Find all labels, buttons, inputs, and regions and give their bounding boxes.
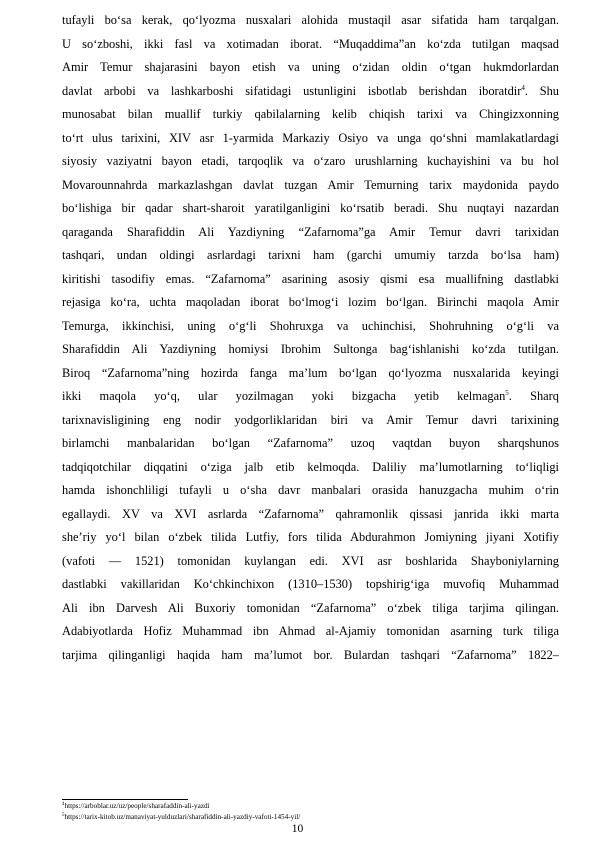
text-line-main: davlat arbobi va lashkarboshi sifatidagi ustunligini isbotlab berishdan iboratdir [62,83,522,98]
body-text [62,9,559,667]
footnote [62,801,559,812]
text-line: Adabiyotlarda Hofiz Muhammad ibn Ahmad al-Ajamiy tomonidan asarning turk tiliga [62,624,559,638]
text-line: birlamchi manbalaridan boʻlgan “Zafarnoma” uzoq vaqtdan buyon sharqshunos [62,436,559,450]
text-line: Movarounnahrda markazlashgan davlat tuzgan Amir Temurning tarix maydonida paydo [62,177,559,192]
footnote-ref[interactable]: 5 [505,389,509,397]
text-line: Sharafiddin Ali Yazdiyning homiysi Ibrohim Sultonga bagʻishlanishi koʻzda tutilgan. [62,342,559,356]
footnote-number: 5 [62,813,65,818]
text-line: tufayli boʻsa kerak, qoʻlyozma nusxalari alohida mustaqil asar sifatida ham tarqalgan. [62,13,559,27]
text-line-main: ikki maqola yoʻq, ular yozilmagan yoki bizgacha yetib kelmagan [62,389,506,403]
text-line-tail: . Shu [524,83,559,98]
text-line [62,385,559,409]
page-number: 10 [291,823,304,835]
text-line-tail: . Sharq [508,389,559,403]
text-line [62,80,559,104]
text-line: sheʼriy yoʻl bilan oʻzbek tilida Lutfiy, fors tilida Abdurahmon Jomiyning jiyani Xotifiy [62,530,559,544]
text-line: qaraganda Sharafiddin Ali Yazdiyning “Zafarnoma”ga Amir Temur davri tarixidan [62,224,559,239]
footnote-ref[interactable]: 4 [521,83,525,92]
text-line: U soʻzboshi, ikki fasl va xotimadan iborat. “Muqaddima”an koʻzda tutilgan maqsad [62,36,559,51]
text-line: toʻrt ulus tarixini, XIV asr 1-yarmida Markaziy Osiyo va unga qoʻshni mamlakatlardagi [62,130,559,145]
text-line: tarixnavisligining eng nodir yodgorliklaridan biri va Amir Temur davri tarixining [62,412,559,427]
footnote-number: 4 [62,802,65,807]
text-line: rejasiga koʻra, uchta maqoladan iborat boʻlmogʻi lozim boʻlgan. Birinchi maqola Amir [62,295,559,309]
text-line: tarjima qilinganligi haqida ham maʼlumot bor. Bulardan tashqari “Zafarnoma” 1822– [62,647,559,662]
text-line: boʻlishiga bir qadar shart-sharoit yaratilganligini koʻrsatib beradi. Shu nuqtayi nazardan [62,201,559,215]
text-line: Ali ibn Darvesh Ali Buxoriy tomonidan “Zafarnoma” oʻzbek tiliga tarjima qilingan. [62,600,559,615]
footnote-link[interactable]: https://arboblar.uz/uz/people/sharafaddin-ali-yazdi [64,802,210,810]
text-line: Amir Temur shajarasini bayon etish va uning oʻzidan oldin oʻtgan hukmdorlardan [62,60,559,74]
text-line: (vafoti — 1521) tomonidan kuylangan edi. XVI asr boshlarida Shayboniylarning [62,553,559,568]
text-line: Biroq “Zafarnoma”ning hozirda fanga maʼlum boʻlgan qoʻlyozma nusxalarida keyingi [62,365,559,380]
text-line: hamda ishonchliligi tufayli u oʻsha davr manbalari orasida hanuzgacha muhim oʻrin [62,483,559,497]
footnotes [62,801,559,823]
footnote-separator [62,799,188,800]
text-line: tadqiqotchilar diqqatini oʻziga jalb etib kelmoqda. Daliliy maʼlumotlarning toʻliqligi [62,459,559,474]
text-line: Temurga, ikkinchisi, uning oʻgʻli Shohruxga va uchinchisi, Shohruhning oʻgʻli va [62,318,559,333]
text-line: munosabat bilan muallif turkiy qabilalarning kelib chiqish tarixi va Chingizxonning [62,107,559,121]
text-line: tashqari, undan oldingi asrlardagi tarixni ham (garchi umumiy tarzda boʻlsa ham) [62,248,559,262]
text-line: egallaydi. XV va XVI asrlarda “Zafarnoma” qahramonlik qissasi janrida ikki marta [62,506,559,521]
text-line: siyosiy vaziyatni bayon etadi, tarqoqlik va oʻzaro urushlarning kuchayishini va bu hol [62,154,559,168]
text-line: dastlabki vakillaridan Koʻchkinchixon (1310–1530) topshirigʻiga muvofiq Muhammad [62,577,559,591]
text-line: kiritishi tasodifiy emas. “Zafarnoma” asarining asosiy qismi esa muallifning dastlabki [62,271,559,286]
footnote-link[interactable]: https://tarix-kitob.uz/manaviyat-yulduzlari/sharafiddin-ali-yazdiy-vafoti-1454-yil/ [64,813,301,821]
